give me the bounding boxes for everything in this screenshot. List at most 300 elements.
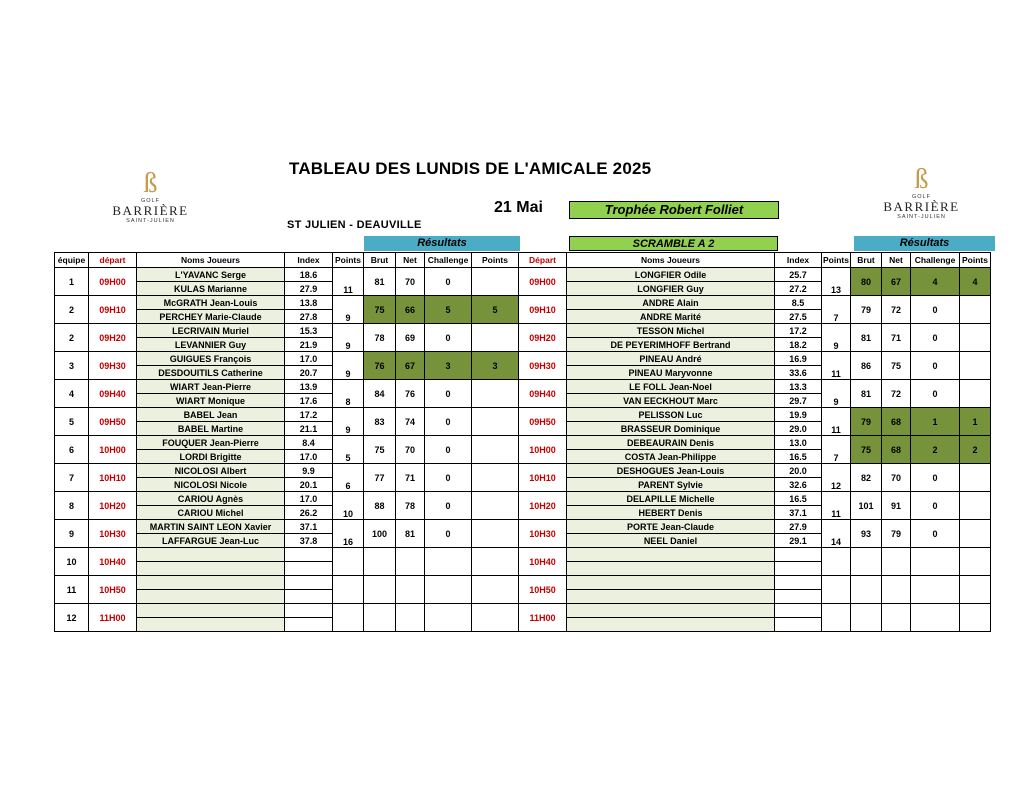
score-brut: 79 [851, 296, 882, 324]
score-net: 76 [396, 380, 425, 408]
player-name: PINEAU André [567, 352, 775, 366]
score-brut: 88 [364, 492, 396, 520]
player-index: 27.9 [285, 282, 333, 296]
start-time: 09H50 [519, 408, 567, 436]
score-challenge: 5 [425, 296, 472, 324]
team-points: 9 [333, 324, 364, 352]
team-points: 9 [333, 408, 364, 436]
table-row [55, 464, 991, 478]
score-brut: 93 [851, 520, 882, 548]
challenge-points [472, 548, 519, 576]
score-brut: 86 [851, 352, 882, 380]
score-net: 68 [882, 408, 911, 436]
table-row [55, 324, 991, 338]
player-index: 29.7 [775, 394, 822, 408]
start-time: 09H20 [519, 324, 567, 352]
player-name: PELISSON Luc [567, 408, 775, 422]
start-time: 10H10 [519, 464, 567, 492]
challenge-points [960, 548, 991, 576]
team-points: 11 [822, 352, 851, 380]
score-brut: 81 [851, 380, 882, 408]
player-index: 29.1 [775, 534, 822, 548]
score-challenge: 0 [911, 324, 960, 352]
player-index: 16.9 [775, 352, 822, 366]
start-time: 10H10 [89, 464, 137, 492]
player-name: LONGFIER Odile [567, 268, 775, 282]
table-row [55, 604, 991, 618]
table-row [55, 380, 991, 394]
score-brut: 75 [364, 436, 396, 464]
challenge-points [472, 268, 519, 296]
col-points-r: Points [822, 253, 851, 268]
team-number: 11 [55, 576, 89, 604]
score-challenge: 4 [911, 268, 960, 296]
score-challenge: 0 [911, 492, 960, 520]
player-index: 13.8 [285, 296, 333, 310]
player-name: PINEAU Maryvonne [567, 366, 775, 380]
player-index: 9.9 [285, 464, 333, 478]
logo-small: GOLF [912, 194, 931, 200]
player-index: 25.7 [775, 268, 822, 282]
player-name: NICOLOSI Albert [137, 464, 285, 478]
score-net [396, 548, 425, 576]
score-challenge: 2 [911, 436, 960, 464]
start-time: 09H40 [89, 380, 137, 408]
score-challenge: 1 [911, 408, 960, 436]
start-time: 10H20 [519, 492, 567, 520]
start-time: 11H00 [89, 604, 137, 632]
player-name: DESHOGUES Jean-Louis [567, 464, 775, 478]
team-number: 9 [55, 520, 89, 548]
player-name [567, 576, 775, 590]
player-name: PARENT Sylvie [567, 478, 775, 492]
score-net: 74 [396, 408, 425, 436]
score-net: 75 [882, 352, 911, 380]
score-brut: 80 [851, 268, 882, 296]
score-challenge: 0 [911, 520, 960, 548]
score-brut: 76 [364, 352, 396, 380]
player-name: VAN EECKHOUT Marc [567, 394, 775, 408]
score-brut: 81 [364, 268, 396, 296]
team-points: 7 [822, 296, 851, 324]
team-points: 11 [333, 268, 364, 296]
player-name [567, 548, 775, 562]
player-name: HEBERT Denis [567, 506, 775, 520]
player-index: 20.1 [285, 478, 333, 492]
score-challenge: 0 [425, 268, 472, 296]
player-index [775, 576, 822, 590]
player-name: COSTA Jean-Philippe [567, 450, 775, 464]
team-points: 7 [822, 436, 851, 464]
team-number: 1 [55, 268, 89, 296]
player-index: 17.2 [775, 324, 822, 338]
team-number: 4 [55, 380, 89, 408]
score-net: 72 [882, 296, 911, 324]
score-net: 67 [396, 352, 425, 380]
team-points: 13 [822, 268, 851, 296]
col-net-r: Net [882, 253, 911, 268]
team-points [822, 576, 851, 604]
player-name: BABEL Martine [137, 422, 285, 436]
logo-sub: SAINT-JULIEN [126, 218, 175, 224]
score-brut [364, 576, 396, 604]
right-results-header: Résultats [854, 236, 995, 251]
player-index: 13.0 [775, 436, 822, 450]
challenge-points [960, 296, 991, 324]
challenge-points [472, 408, 519, 436]
team-points: 5 [333, 436, 364, 464]
player-index [775, 548, 822, 562]
logo-sub: SAINT-JULIEN [897, 214, 946, 220]
logo-right [874, 166, 969, 220]
challenge-points: 4 [960, 268, 991, 296]
player-name: LE FOLL Jean-Noel [567, 380, 775, 394]
player-name: LONGFIER Guy [567, 282, 775, 296]
team-points: 9 [822, 324, 851, 352]
player-name: BRASSEUR Dominique [567, 422, 775, 436]
start-time: 09H30 [519, 352, 567, 380]
team-points: 10 [333, 492, 364, 520]
score-challenge [911, 548, 960, 576]
challenge-points [472, 464, 519, 492]
challenge-points [960, 576, 991, 604]
player-name: TESSON Michel [567, 324, 775, 338]
team-points [333, 548, 364, 576]
team-points: 9 [822, 380, 851, 408]
score-net [882, 548, 911, 576]
score-challenge: 0 [425, 408, 472, 436]
player-index: 17.0 [285, 450, 333, 464]
player-name: WIART Jean-Pierre [137, 380, 285, 394]
start-time: 09H00 [89, 268, 137, 296]
team-number: 2 [55, 324, 89, 352]
player-index: 13.3 [775, 380, 822, 394]
score-challenge: 0 [911, 380, 960, 408]
challenge-points [960, 380, 991, 408]
player-name: LEVANNIER Guy [137, 338, 285, 352]
score-net: 91 [882, 492, 911, 520]
score-brut: 81 [851, 324, 882, 352]
score-challenge: 0 [911, 464, 960, 492]
score-brut: 77 [364, 464, 396, 492]
player-name: PERCHEY Marie-Claude [137, 310, 285, 324]
player-index: 20.7 [285, 366, 333, 380]
player-index: 27.8 [285, 310, 333, 324]
score-brut: 75 [851, 436, 882, 464]
score-net: 71 [882, 324, 911, 352]
score-challenge: 0 [425, 520, 472, 548]
table-row [55, 352, 991, 366]
challenge-points [472, 324, 519, 352]
col-equipe: équipe [55, 253, 89, 268]
start-time: 11H00 [519, 604, 567, 632]
player-index: 27.5 [775, 310, 822, 324]
player-name: WIART Monique [137, 394, 285, 408]
start-time: 10H30 [519, 520, 567, 548]
player-name [567, 562, 775, 576]
score-challenge: 0 [425, 380, 472, 408]
player-index: 33.6 [775, 366, 822, 380]
score-net: 81 [396, 520, 425, 548]
table-row [55, 548, 991, 562]
team-points [822, 548, 851, 576]
col-noms: Noms Joueurs [137, 253, 285, 268]
score-brut [364, 604, 396, 632]
start-time: 09H50 [89, 408, 137, 436]
col-brut-r: Brut [851, 253, 882, 268]
team-points: 12 [822, 464, 851, 492]
score-challenge: 3 [425, 352, 472, 380]
player-index: 18.2 [775, 338, 822, 352]
score-brut [851, 548, 882, 576]
challenge-points [960, 464, 991, 492]
player-index: 17.0 [285, 492, 333, 506]
challenge-points [960, 492, 991, 520]
col-points2: Points [472, 253, 519, 268]
table-row [55, 576, 991, 590]
start-time: 09H20 [89, 324, 137, 352]
score-net: 71 [396, 464, 425, 492]
score-net [882, 576, 911, 604]
player-index: 18.6 [285, 268, 333, 282]
player-index [775, 618, 822, 632]
scramble-header: SCRAMBLE A 2 [569, 236, 778, 251]
col-noms-r: Noms Joueurs [567, 253, 775, 268]
score-brut: 78 [364, 324, 396, 352]
player-name: L'YAVANC Serge [137, 268, 285, 282]
col-challenge: Challenge [425, 253, 472, 268]
score-challenge: 0 [425, 324, 472, 352]
table-row [55, 268, 991, 282]
team-points: 16 [333, 520, 364, 548]
team-points: 6 [333, 464, 364, 492]
player-name: MARTIN SAINT LEON Xavier [137, 520, 285, 534]
player-index: 13.9 [285, 380, 333, 394]
start-time: 09H30 [89, 352, 137, 380]
score-net: 69 [396, 324, 425, 352]
score-net: 66 [396, 296, 425, 324]
event-date: 21 Mai [494, 199, 543, 216]
challenge-points [960, 520, 991, 548]
challenge-points: 1 [960, 408, 991, 436]
start-time: 09H40 [519, 380, 567, 408]
team-number: 7 [55, 464, 89, 492]
player-name [567, 590, 775, 604]
player-index: 15.3 [285, 324, 333, 338]
score-brut: 82 [851, 464, 882, 492]
col-challenge-r: Challenge [911, 253, 960, 268]
player-name: ANDRE Alain [567, 296, 775, 310]
logo-mark-icon: ß [914, 164, 929, 195]
player-name: NICOLOSI Nicole [137, 478, 285, 492]
page-title: TABLEAU DES LUNDIS DE L'AMICALE 2025 [289, 159, 652, 178]
player-name: GUIGUES François [137, 352, 285, 366]
header-row [55, 253, 991, 268]
score-brut: 84 [364, 380, 396, 408]
player-name [137, 604, 285, 618]
challenge-points [472, 604, 519, 632]
player-index: 21.1 [285, 422, 333, 436]
score-net: 70 [882, 464, 911, 492]
player-index: 29.0 [775, 422, 822, 436]
start-time: 10H40 [89, 548, 137, 576]
table-row [55, 520, 991, 534]
team-number: 12 [55, 604, 89, 632]
challenge-points [472, 436, 519, 464]
player-index: 20.0 [775, 464, 822, 478]
trophy-label: Trophée Robert Folliet [569, 201, 779, 219]
player-name: LORDI Brigitte [137, 450, 285, 464]
location-label: ST JULIEN - DEAUVILLE [287, 219, 422, 231]
player-index: 32.6 [775, 478, 822, 492]
logo-mark-icon: ß [143, 168, 158, 199]
score-challenge [911, 604, 960, 632]
team-number: 3 [55, 352, 89, 380]
start-time: 10H00 [89, 436, 137, 464]
player-name [137, 576, 285, 590]
player-index: 37.1 [775, 506, 822, 520]
score-net: 68 [882, 436, 911, 464]
challenge-points [472, 576, 519, 604]
score-net: 70 [396, 268, 425, 296]
player-index [285, 562, 333, 576]
score-challenge [425, 604, 472, 632]
player-name: McGRATH Jean-Louis [137, 296, 285, 310]
player-index [775, 590, 822, 604]
col-points: Points [333, 253, 364, 268]
challenge-points [472, 520, 519, 548]
score-net: 67 [882, 268, 911, 296]
team-points [333, 576, 364, 604]
team-points: 11 [822, 408, 851, 436]
player-name [137, 548, 285, 562]
challenge-points [960, 352, 991, 380]
score-challenge [425, 548, 472, 576]
player-name: NEEL Daniel [567, 534, 775, 548]
score-brut: 79 [851, 408, 882, 436]
team-points: 11 [822, 492, 851, 520]
table-row [55, 492, 991, 506]
player-index: 19.9 [775, 408, 822, 422]
challenge-points [960, 324, 991, 352]
player-name [567, 618, 775, 632]
player-name: CARIOU Michel [137, 506, 285, 520]
challenge-points: 3 [472, 352, 519, 380]
score-net [882, 604, 911, 632]
start-time: 09H00 [519, 268, 567, 296]
score-net [396, 576, 425, 604]
team-points: 14 [822, 520, 851, 548]
player-index: 17.0 [285, 352, 333, 366]
col-net: Net [396, 253, 425, 268]
team-points [333, 604, 364, 632]
player-index: 37.8 [285, 534, 333, 548]
start-time: 10H00 [519, 436, 567, 464]
team-number: 6 [55, 436, 89, 464]
challenge-points [472, 380, 519, 408]
table-row [55, 436, 991, 450]
player-name: BABEL Jean [137, 408, 285, 422]
player-index: 26.2 [285, 506, 333, 520]
player-name: DE PEYERIMHOFF Bertrand [567, 338, 775, 352]
player-name [137, 562, 285, 576]
challenge-points [472, 492, 519, 520]
left-results-header: Résultats [364, 236, 520, 251]
start-time: 10H30 [89, 520, 137, 548]
score-net: 78 [396, 492, 425, 520]
player-name: LAFFARGUE Jean-Luc [137, 534, 285, 548]
score-brut [851, 576, 882, 604]
score-challenge: 0 [425, 492, 472, 520]
player-index: 16.5 [775, 450, 822, 464]
score-challenge: 0 [425, 464, 472, 492]
score-net: 72 [882, 380, 911, 408]
start-time: 09H10 [519, 296, 567, 324]
score-brut [851, 604, 882, 632]
col-depart: départ [89, 253, 137, 268]
player-name [567, 604, 775, 618]
player-index: 17.6 [285, 394, 333, 408]
team-points [822, 604, 851, 632]
team-points: 8 [333, 380, 364, 408]
start-time: 10H50 [519, 576, 567, 604]
start-time: 10H20 [89, 492, 137, 520]
player-index: 37.1 [285, 520, 333, 534]
score-challenge: 0 [911, 296, 960, 324]
logo-left [103, 170, 198, 224]
team-number: 10 [55, 548, 89, 576]
player-name: ANDRE Marité [567, 310, 775, 324]
player-name: DELAPILLE Michelle [567, 492, 775, 506]
results-table [54, 252, 991, 632]
challenge-points: 2 [960, 436, 991, 464]
player-index: 21.9 [285, 338, 333, 352]
player-name: KULAS Marianne [137, 282, 285, 296]
player-name: LECRIVAIN Muriel [137, 324, 285, 338]
player-name: FOUQUER Jean-Pierre [137, 436, 285, 450]
logo-brand: BARRIÈRE [112, 203, 189, 218]
player-index [285, 618, 333, 632]
start-time: 10H50 [89, 576, 137, 604]
team-points: 9 [333, 296, 364, 324]
player-index: 8.4 [285, 436, 333, 450]
player-name: DEBEAURAIN Denis [567, 436, 775, 450]
player-name [137, 590, 285, 604]
score-challenge: 0 [425, 436, 472, 464]
player-index: 27.2 [775, 282, 822, 296]
score-net: 70 [396, 436, 425, 464]
col-depart-r: Départ [519, 253, 567, 268]
score-challenge: 0 [911, 352, 960, 380]
score-net: 79 [882, 520, 911, 548]
player-index: 27.9 [775, 520, 822, 534]
start-time: 09H10 [89, 296, 137, 324]
player-name: PORTE Jean-Claude [567, 520, 775, 534]
player-index [285, 576, 333, 590]
score-challenge [911, 576, 960, 604]
col-index: Index [285, 253, 333, 268]
team-number: 8 [55, 492, 89, 520]
logo-brand: BARRIÈRE [883, 199, 960, 214]
player-index: 16.5 [775, 492, 822, 506]
score-brut: 75 [364, 296, 396, 324]
col-index-r: Index [775, 253, 822, 268]
player-name [137, 618, 285, 632]
table-row [55, 408, 991, 422]
challenge-points: 5 [472, 296, 519, 324]
player-index [775, 562, 822, 576]
player-name: CARIOU Agnès [137, 492, 285, 506]
